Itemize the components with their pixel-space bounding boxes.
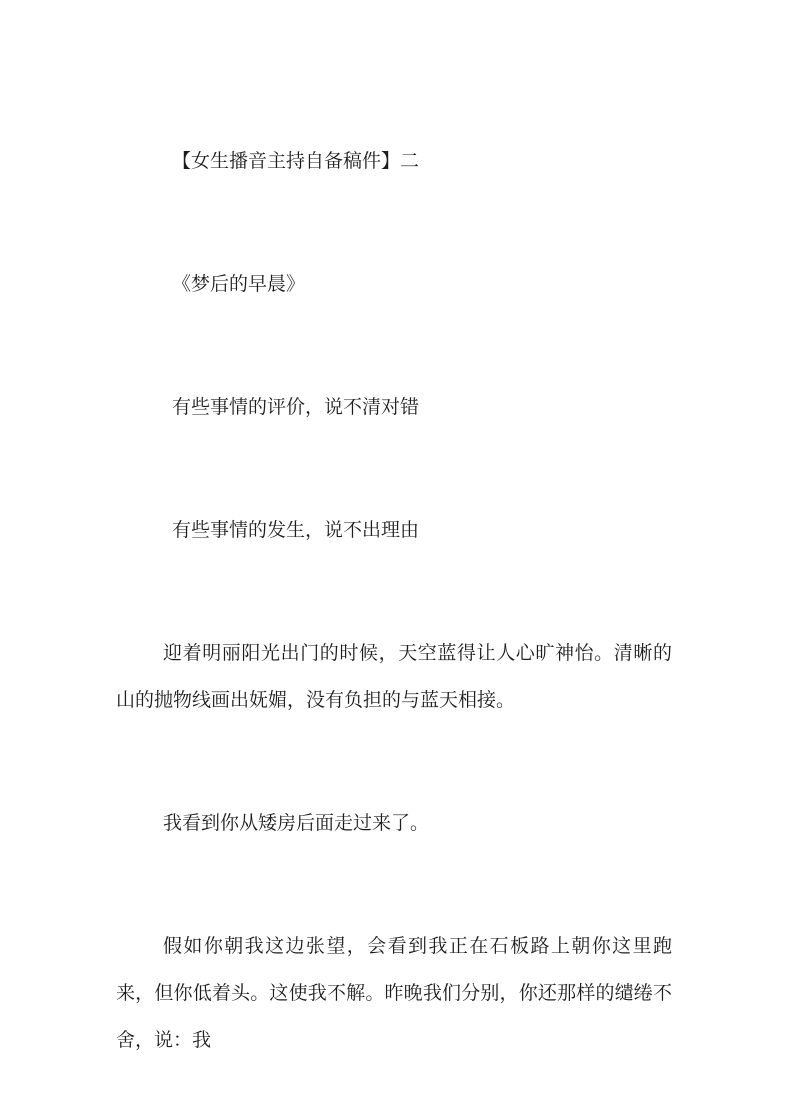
verse-line: 有些事情的评价，说不清对错 xyxy=(172,397,420,418)
document-title: 《梦后的早晨》 xyxy=(172,274,306,295)
paragraph: 假如你朝我这边张望，会看到我正在石板路上朝你这里跑来，但你低着头。这使我不解。昨晚我们分别，你还那样的缱绻不舍，说：我 xyxy=(116,936,672,1051)
verse-line: 有些事情的发生，说不出理由 xyxy=(172,520,420,541)
paragraph: 迎着明丽阳光出门的时候，天空蓝得让人心旷神怡。清晰的山的抛物线画出妩媚，没有负担的与蓝天相接。 xyxy=(116,643,672,711)
document-heading: 【女生播音主持自备稿件】二 xyxy=(172,151,420,172)
paragraph: 我看到你从矮房后面走过来了。 xyxy=(163,813,430,834)
